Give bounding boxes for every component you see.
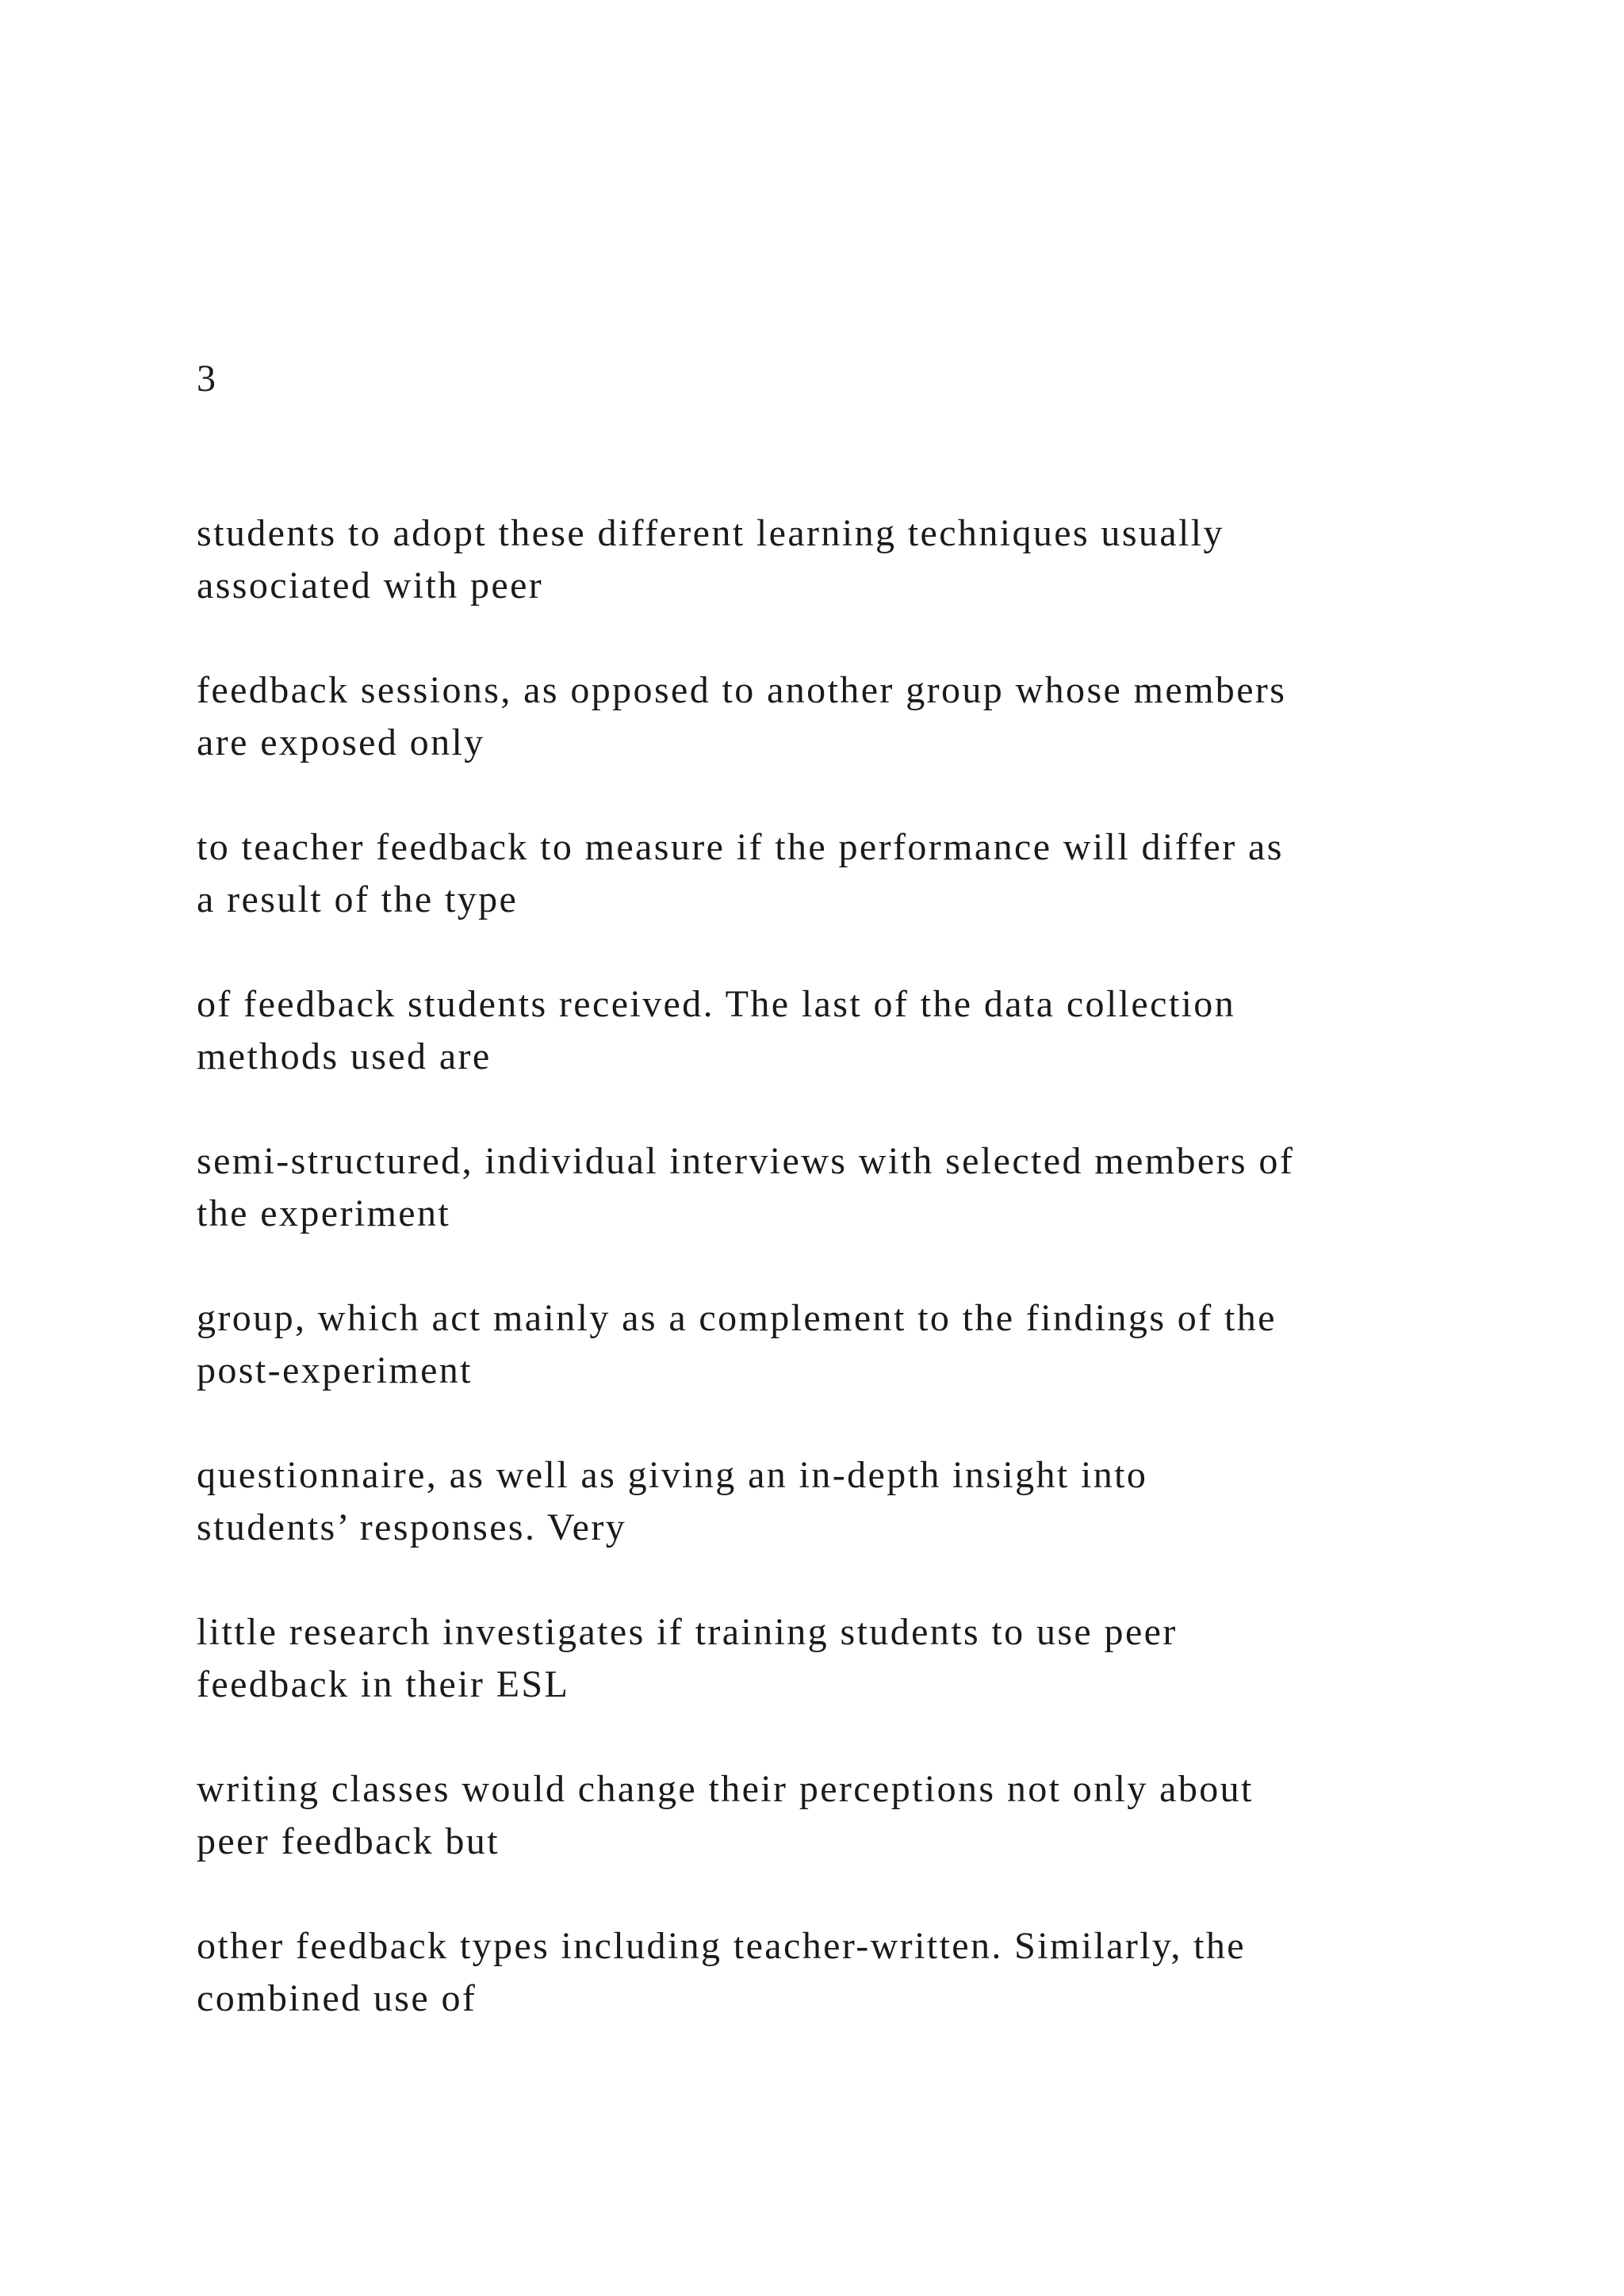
paragraph (197, 664, 1465, 769)
text-line: of feedback students received. The last of the data collection (197, 983, 1236, 1025)
text-line: a result of the type (197, 878, 519, 920)
text-line: methods used are (197, 1035, 492, 1077)
text-line: are exposed only (197, 721, 485, 763)
text-line: other feedback types including teacher-written. Similarly, the (197, 1925, 1246, 1967)
paragraph (197, 1135, 1465, 1240)
text-line: semi-structured, individual interviews with selected members of (197, 1140, 1295, 1182)
paragraph (197, 821, 1465, 926)
text-line: feedback in their ESL (197, 1663, 570, 1705)
text-line: feedback sessions, as opposed to another group whose members (197, 669, 1287, 711)
text-line: students’ responses. Very (197, 1506, 627, 1548)
paragraph (197, 1920, 1465, 2025)
text-line: combined use of (197, 1977, 477, 2019)
text-line: to teacher feedback to measure if the performance will differ as (197, 826, 1284, 868)
paragraph (197, 1292, 1465, 1397)
text-line: questionnaire, as well as giving an in-depth insight into (197, 1454, 1148, 1496)
paragraph (197, 507, 1465, 612)
text-line: writing classes would change their perceptions not only about (197, 1768, 1254, 1810)
text-line: the experiment (197, 1192, 451, 1234)
body-text (197, 507, 1465, 2077)
paragraph (197, 1449, 1465, 1554)
page-number: 3 (197, 358, 216, 400)
text-line: group, which act mainly as a complement to the findings of the (197, 1297, 1277, 1339)
paragraph (197, 1763, 1465, 1868)
text-line: students to adopt these different learning techniques usually (197, 512, 1224, 554)
text-line: little research investigates if training students to use peer (197, 1611, 1178, 1653)
text-line: associated with peer (197, 564, 544, 607)
paragraph (197, 978, 1465, 1083)
text-line: post-experiment (197, 1349, 473, 1391)
paragraph (197, 1606, 1465, 1711)
text-line: peer feedback but (197, 1820, 500, 1862)
